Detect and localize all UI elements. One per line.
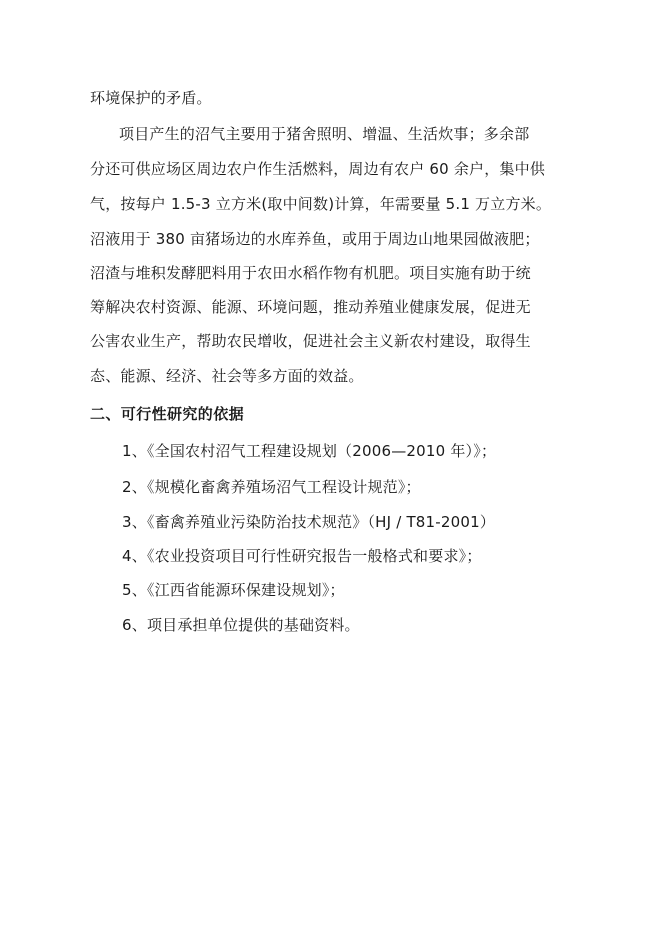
paragraph-line: 沼渣与堆积发酵肥料用于农田水稻作物有机肥。项目实施有助于统 [90,264,531,282]
reference-item: 6、项目承担单位提供的基础资料。 [122,616,360,634]
paragraph-line: 态、能源、经济、社会等多方面的效益。 [90,367,364,385]
paragraph-line: 气，按每户 1.5-3 立方米(取中间数)计算，年需要量 5.1 万立方米。 [90,195,552,213]
paragraph-line: 项目产生的沼气主要用于猪舍照明、增温、生活炊事；多余部 [119,125,530,143]
paragraph-line: 环境保护的矛盾。 [90,89,212,107]
paragraph-line: 公害农业生产，帮助农民增收，促进社会主义新农村建设，取得生 [90,332,531,350]
paragraph-line: 分还可供应场区周边农户作生活燃料，周边有农户 60 余户，集中供 [90,160,546,178]
paragraph-line: 沼液用于 380 亩猪场边的水库养鱼，或用于周边山地果园做液肥； [90,230,540,248]
reference-item: 2、《规模化畜禽养殖场沼气工程设计规范》； [122,478,421,496]
reference-item: 4、《农业投资项目可行性研究报告一般格式和要求》； [122,547,482,565]
reference-item: 1、《全国农村沼气工程建设规划（2006—2010 年）》； [122,442,497,460]
reference-item: 5、《江西省能源环保建设规划》； [122,581,345,599]
reference-item: 3、《畜禽养殖业污染防治技术规范》（HJ / T81-2001） [122,513,496,531]
section-heading: 二、可行性研究的依据 [90,405,245,423]
paragraph-line: 筹解决农村资源、能源、环境问题，推动养殖业健康发展，促进无 [90,298,531,316]
